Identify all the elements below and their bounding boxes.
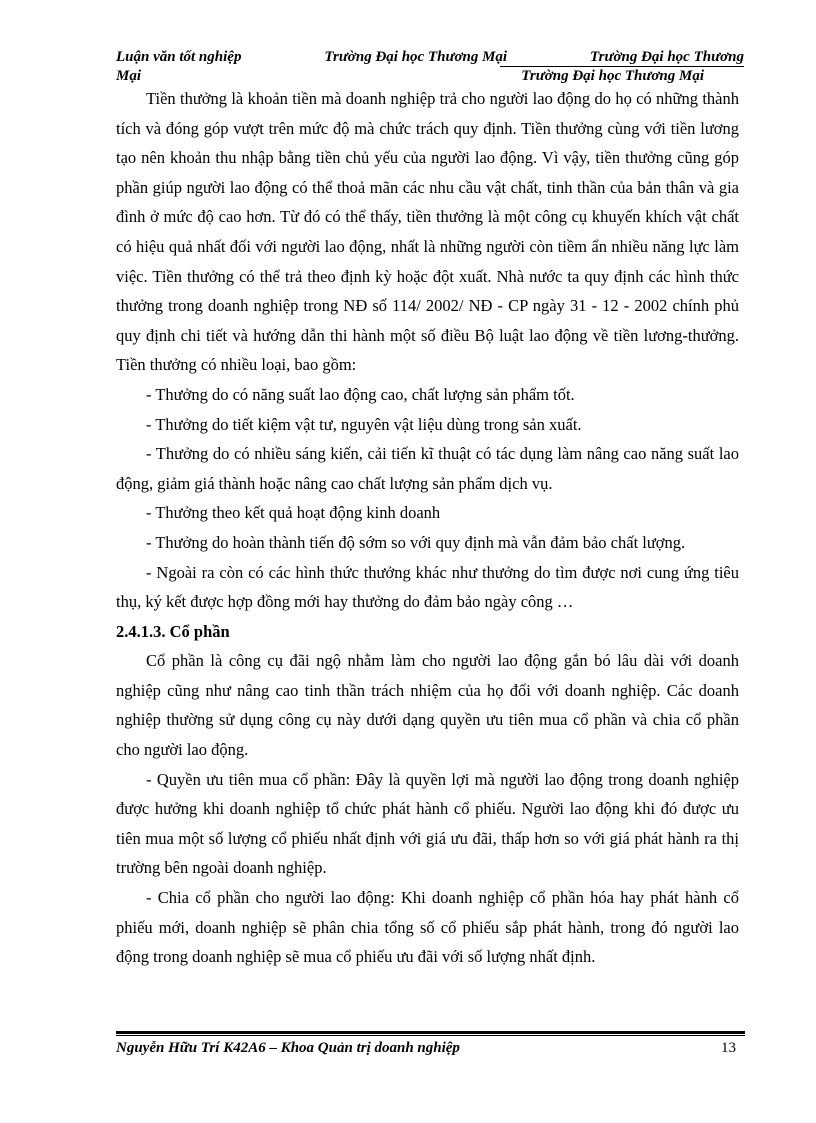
header-university-line2: Trường Đại học Thương Mại xyxy=(521,68,704,84)
header-divider xyxy=(500,66,744,67)
list-item-bonus-business-results: - Thưởng theo kết quả hoạt động kinh doanh xyxy=(146,503,441,523)
list-item-bonus-other: - Ngoài ra còn có các hình thức thưởng khác như thưởng do tìm được nơi cung ứng tiêu thụ, ký kết được hợp đồng mới hay thưởng do đảm bảo ngày công … xyxy=(116,562,739,612)
page-footer xyxy=(116,1038,744,1058)
header-row-1 xyxy=(116,48,744,67)
header-university-repeat: Trường Đại học Thương xyxy=(590,49,744,65)
footer-divider-thick xyxy=(116,1031,745,1034)
list-item-bonus-productivity: - Thưởng do có năng suất lao động cao, chất lượng sản phẩm tốt. xyxy=(146,384,575,404)
page-number: 13 xyxy=(721,1040,736,1056)
list-item-bonus-innovation: - Thưởng do có nhiều sáng kiến, cải tiến kĩ thuật có tác dụng làm nâng cao năng suất lao động, giảm giá thành hoặc nâng cao chất lượng sản phẩm dịch vụ. xyxy=(116,444,739,493)
list-item-bonus-schedule: - Thưởng do hoàn thành tiến độ sớm so với quy định mà vẫn đảm bảo chất lượng. xyxy=(146,532,686,552)
header-university: Trường Đại học Thương Mại xyxy=(324,49,508,65)
header-wrap-text: Mại xyxy=(116,68,142,84)
paragraph-bonus-intro: Tiền thưởng là khoản tiền mà doanh nghiệp trả cho người lao động do họ có những thành tích và đóng góp vượt trên mức độ mà chức trách quy định. Tiền thưởng cùng với tiền lương tạo nên khoản thu nhập bằng tiền chủ yếu của người lao động. Vì vậy, tiền thưởng cũng góp phần giúp người lao động có thể thoả mãn các nhu cầu vật chất, tinh thần của bản thân và gia đình ở mức độ cao hơn. Từ đó có thể thấy, tiền thưởng là một công cụ khuyến khích vật chất có hiệu quả nhất đối với người lao động, nhất là những người còn tiềm ẩn nhiều năng lực làm việc. Tiền thưởng có thể trả theo định kỳ hoặc đột xuất. Nhà nước ta quy định các hình thức thưởng trong doanh nghiệp trong NĐ số 114/ 2002/ NĐ - CP ngày 31 - 12 - 2002 chính phủ quy định chi tiết và hướng dẫn thi hành một số điều Bộ luật lao động về tiền lương-thưởng. Tiền thưởng có nhiều loại, bao gồm: xyxy=(116,89,739,375)
paragraph-share-distribution: - Chia cổ phần cho người lao động: Khi doanh nghiệp cổ phần hóa hay phát hành cổ phiếu mới, doanh nghiệp sẽ phân chia tổng số cổ phiếu sắp phát hành, trong đó người lao động trong doanh nghiệp sẽ mua cổ phiếu ưu đãi với số lượng nhất định. xyxy=(116,888,739,967)
page-header xyxy=(116,48,744,86)
list-item-bonus-savings: - Thưởng do tiết kiệm vật tư, nguyên vật liệu dùng trong sản xuất. xyxy=(146,414,582,434)
footer-author: Nguyễn Hữu Trí K42A6 – Khoa Quản trị doanh nghiệp xyxy=(116,1040,460,1056)
paragraph-shares-intro: Cổ phần là công cụ đãi ngộ nhằm làm cho người lao động gắn bó lâu dài với doanh nghiệp cũng như nâng cao tinh thần trách nhiệm của họ đối với doanh nghiệp. Các doanh nghiệp thường sử dụng công cụ này dưới dạng quyền ưu tiên mua cổ phần và chia cổ phần cho người lao động. xyxy=(116,651,739,760)
paragraph-share-purchase-right: - Quyền ưu tiên mua cổ phần: Đây là quyền lợi mà người lao động trong doanh nghiệp được hưởng khi doanh nghiệp tổ chức phát hành cổ phiếu. Người lao động khi đó được ưu tiên mua một số lượng cổ phiếu nhất định với giá ưu đãi, thấp hơn so với giá phát hành ra thị trường bên ngoài doanh nghiệp. xyxy=(116,769,739,878)
document-body xyxy=(116,84,739,972)
header-thesis-label: Luận văn tốt nghiệp xyxy=(116,49,242,65)
section-heading-shares: 2.4.1.3. Cổ phần xyxy=(116,621,230,641)
footer-divider-thin xyxy=(116,1035,745,1036)
